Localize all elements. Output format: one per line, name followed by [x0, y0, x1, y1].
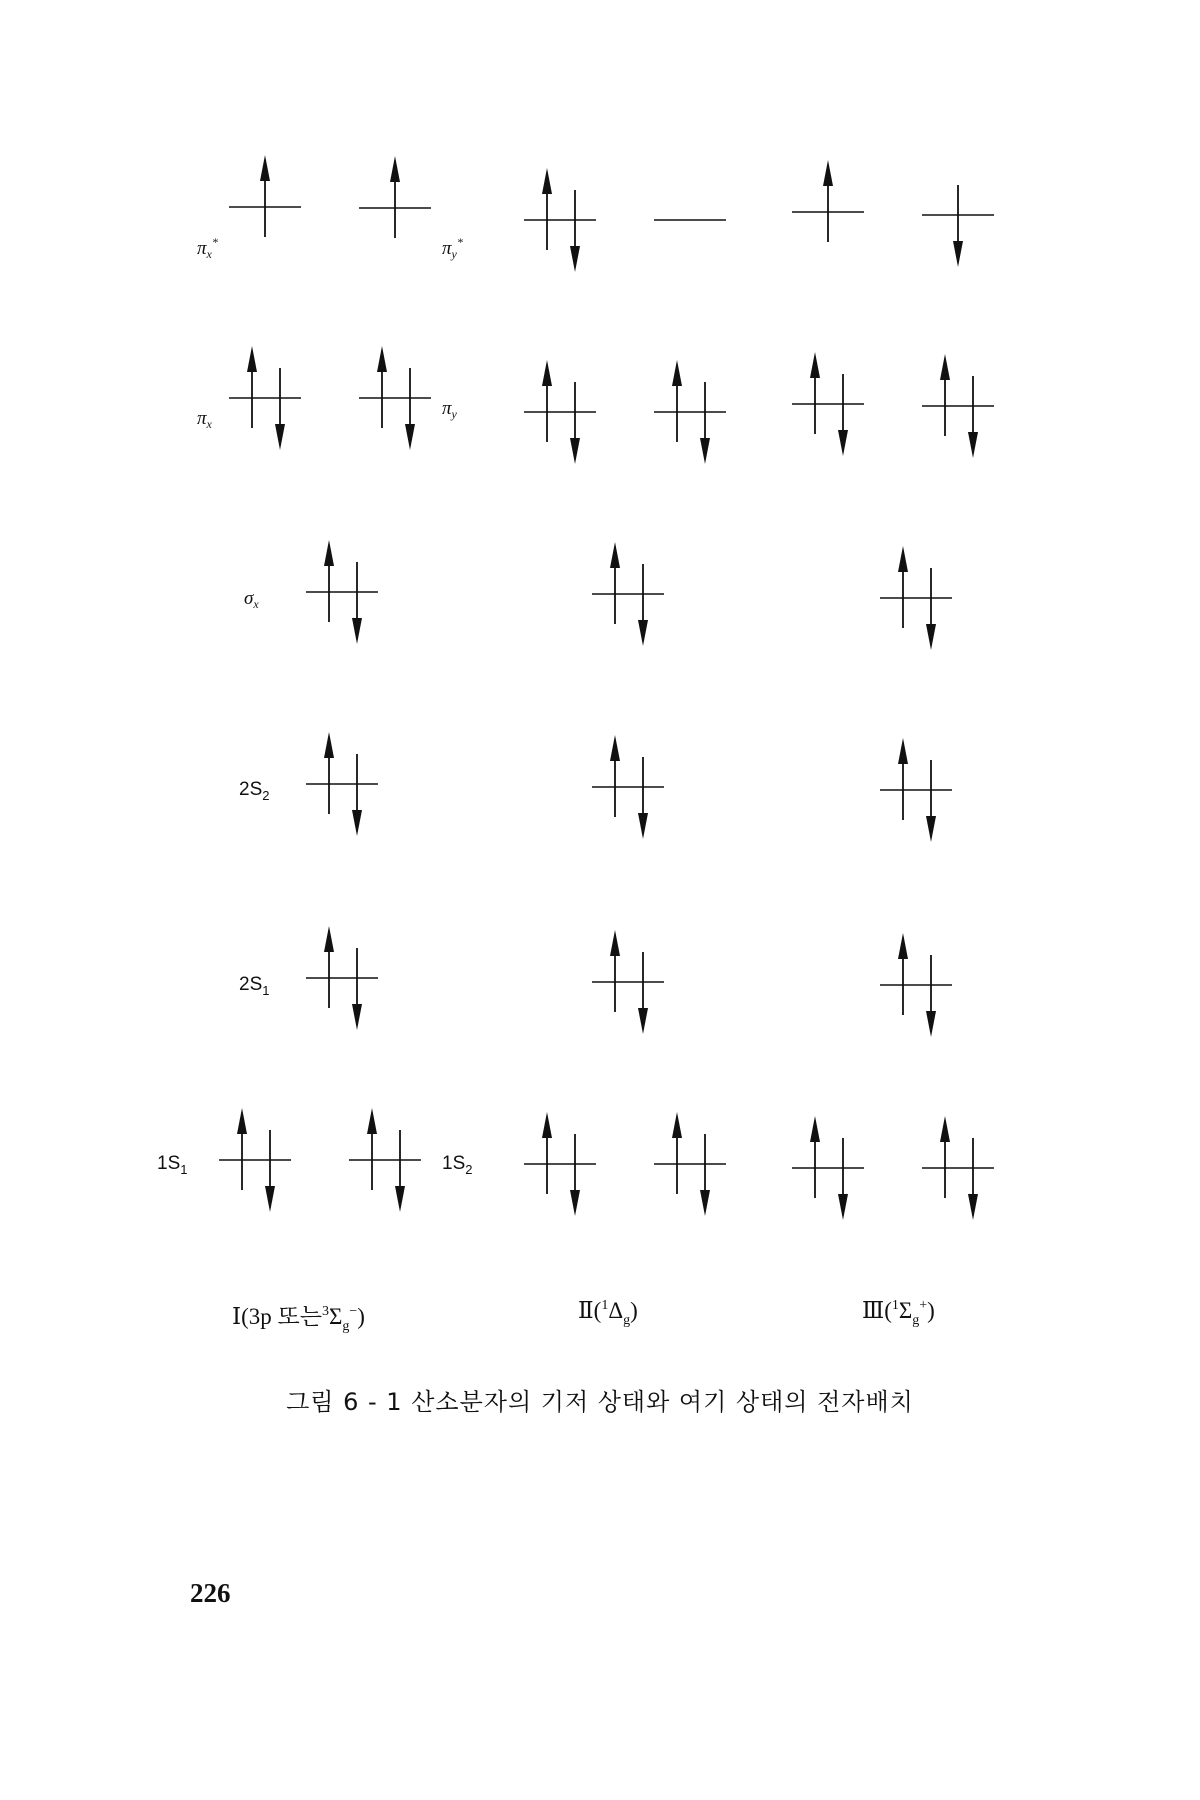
figure-caption: 그림 6 - 1 산소분자의 기저 상태와 여기 상태의 전자배치 — [286, 1388, 914, 1416]
pi-star-level-2-1 — [524, 168, 596, 272]
state-label-1: Ⅰ(3p 또는3Σg−) — [232, 1304, 365, 1334]
spin-down-arrow — [926, 760, 936, 842]
spin-down-arrow — [953, 185, 963, 267]
spin-down-arrow — [926, 955, 936, 1037]
spin-down-arrow — [968, 1138, 978, 1220]
pi-level-1-2 — [359, 346, 431, 450]
label-1s1: $1S_1$ — [157, 1153, 188, 1177]
spin-up-arrow — [542, 1112, 552, 1194]
s1-level-1-1 — [219, 1108, 291, 1212]
spin-up-arrow — [810, 1116, 820, 1198]
spin-up-arrow — [898, 933, 908, 1015]
spin-down-arrow — [352, 754, 362, 836]
spin-up-arrow — [823, 160, 833, 242]
pi-level-2-2 — [654, 360, 726, 464]
label-pi-x-star: $\pi_x^*$ — [197, 235, 218, 261]
pi-star-level-3-2 — [922, 185, 994, 267]
s1-level-2-1 — [524, 1112, 596, 1216]
spin-up-arrow — [672, 360, 682, 442]
pi-star-level-3-1 — [792, 160, 864, 242]
s2-2-level-2 — [592, 735, 664, 839]
s1-level-3-2 — [922, 1116, 994, 1220]
s1-level-1-2 — [349, 1108, 421, 1212]
label-pi-x: $\pi_x$ — [197, 408, 212, 431]
state-label-3: Ⅲ(1Σg+) — [862, 1298, 935, 1328]
s2-1-level-1 — [306, 926, 378, 1030]
spin-down-arrow — [570, 190, 580, 272]
label-pi-y-star: $\pi_y^*$ — [442, 235, 463, 261]
sigma-x-level-3 — [880, 546, 952, 650]
spin-up-arrow — [940, 354, 950, 436]
s1-level-2-2 — [654, 1112, 726, 1216]
spin-down-arrow — [638, 952, 648, 1034]
spin-up-arrow — [390, 156, 400, 238]
spin-up-arrow — [247, 346, 257, 428]
spin-up-arrow — [237, 1108, 247, 1190]
label-1s2: $1S_2$ — [442, 1153, 473, 1177]
spin-down-arrow — [700, 382, 710, 464]
spin-up-arrow — [610, 542, 620, 624]
spin-up-arrow — [610, 735, 620, 817]
spin-down-arrow — [638, 564, 648, 646]
spin-down-arrow — [352, 562, 362, 644]
label-2s1: $2S_1$ — [239, 974, 270, 998]
spin-up-arrow — [367, 1108, 377, 1190]
page-number: 226 — [190, 1578, 231, 1608]
spin-up-arrow — [672, 1112, 682, 1194]
spin-down-arrow — [405, 368, 415, 450]
spin-down-arrow — [638, 757, 648, 839]
spin-down-arrow — [352, 948, 362, 1030]
spin-up-arrow — [542, 168, 552, 250]
spin-up-arrow — [324, 926, 334, 1008]
spin-up-arrow — [898, 738, 908, 820]
spin-up-arrow — [542, 360, 552, 442]
pi-level-3-2 — [922, 354, 994, 458]
spin-down-arrow — [700, 1134, 710, 1216]
spin-up-arrow — [810, 352, 820, 434]
spin-down-arrow — [968, 376, 978, 458]
s2-2-level-3 — [880, 738, 952, 842]
s1-level-3-1 — [792, 1116, 864, 1220]
pi-star-level-1-1 — [229, 155, 301, 237]
spin-down-arrow — [838, 374, 848, 456]
pi-level-2-1 — [524, 360, 596, 464]
state-label-2: Ⅱ(1Δg) — [578, 1298, 638, 1328]
spin-down-arrow — [395, 1130, 405, 1212]
spin-down-arrow — [275, 368, 285, 450]
spin-down-arrow — [570, 1134, 580, 1216]
pi-level-3-1 — [792, 352, 864, 456]
s2-1-level-2 — [592, 930, 664, 1034]
label-sigma-x: $\sigma_x$ — [244, 588, 259, 611]
spin-up-arrow — [940, 1116, 950, 1198]
spin-down-arrow — [265, 1130, 275, 1212]
pi-star-level-1-2 — [359, 156, 431, 238]
spin-up-arrow — [260, 155, 270, 237]
spin-up-arrow — [324, 540, 334, 622]
energy-levels — [219, 155, 994, 1220]
s2-2-level-1 — [306, 732, 378, 836]
spin-down-arrow — [838, 1138, 848, 1220]
spin-up-arrow — [898, 546, 908, 628]
pi-level-1-1 — [229, 346, 301, 450]
sigma-x-level-2 — [592, 542, 664, 646]
s2-1-level-3 — [880, 933, 952, 1037]
label-pi-y: $\pi_y$ — [442, 398, 457, 421]
spin-up-arrow — [377, 346, 387, 428]
spin-up-arrow — [610, 930, 620, 1012]
spin-down-arrow — [926, 568, 936, 650]
label-2s2: $2S_2$ — [239, 779, 270, 803]
spin-up-arrow — [324, 732, 334, 814]
sigma-x-level-1 — [306, 540, 378, 644]
spin-down-arrow — [570, 382, 580, 464]
